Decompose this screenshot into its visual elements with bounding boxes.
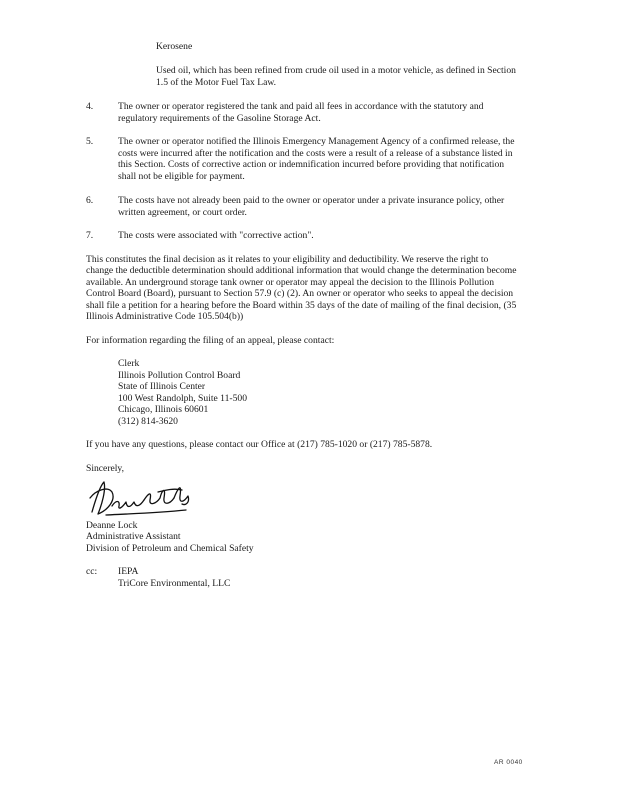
item-text-line: shall not be eligible for payment. bbox=[118, 171, 245, 182]
signature-image bbox=[86, 476, 196, 518]
page-footer-mark: AR 0040 bbox=[494, 759, 523, 766]
address-line: Illinois Pollution Control Board bbox=[118, 370, 241, 381]
item-text-line: regulatory requirements of the Gasoline Storage Act. bbox=[118, 113, 321, 124]
paragraph-line: Control Board (Board), pursuant to Section 57.9 (c) (2). An owner or operator who seeks to appeal the decision bbox=[86, 288, 514, 299]
paragraph-line: Illinois Administrative Code 105.504(b)) bbox=[86, 311, 244, 322]
item-number: 5. bbox=[86, 136, 94, 147]
closing-salutation: Sincerely, bbox=[86, 463, 125, 474]
list-item-kerosene: Kerosene bbox=[156, 41, 193, 52]
item-text-line: The costs were associated with "corrective action". bbox=[118, 230, 314, 241]
item-number: 4. bbox=[86, 101, 94, 112]
item-text-line: written agreement, or court order. bbox=[118, 207, 247, 218]
item-number: 6. bbox=[86, 195, 94, 206]
list-item-used-oil-line-2: 1.5 of the Motor Fuel Tax Law. bbox=[156, 77, 277, 88]
item-text-line: The costs have not already been paid to the owner or operator under a private insurance policy, other bbox=[118, 195, 505, 206]
list-item-used-oil-line-1: Used oil, which has been refined from crude oil used in a motor vehicle, as defined in Section bbox=[156, 65, 516, 76]
cc-label: cc: bbox=[86, 566, 98, 577]
cc-recipient: IEPA bbox=[118, 566, 139, 577]
item-number: 7. bbox=[86, 230, 94, 241]
contact-questions-text: If you have any questions, please contact our Office at (217) 785-1020 or (217) 785-5878. bbox=[86, 439, 433, 450]
address-line: Chicago, Illinois 60601 bbox=[118, 404, 209, 415]
signer-division: Division of Petroleum and Chemical Safety bbox=[86, 543, 254, 554]
cc-recipient: TriCore Environmental, LLC bbox=[118, 578, 231, 589]
item-text-line: The owner or operator registered the tank and paid all fees in accordance with the statutory and bbox=[118, 101, 484, 112]
signer-title: Administrative Assistant bbox=[86, 531, 181, 542]
item-text-line: costs were incurred after the notification and the costs were a result of a release of a substance listed in bbox=[118, 148, 513, 159]
appeal-info-text: For information regarding the filing of an appeal, please contact: bbox=[86, 335, 335, 346]
paragraph-line: This constitutes the final decision as it relates to your eligibility and deductibility. We reserve the right to bbox=[86, 254, 489, 265]
address-line: 100 West Randolph, Suite 11-500 bbox=[118, 393, 248, 404]
address-line: Clerk bbox=[118, 358, 140, 369]
signer-name: Deanne Lock bbox=[86, 520, 138, 531]
paragraph-line: change the deductible determination should additional information that would change the determination become bbox=[86, 265, 517, 276]
paragraph-line: available. An underground storage tank owner or operator may appeal the decision to the Illinois Pollution bbox=[86, 277, 494, 288]
address-line: (312) 814-3620 bbox=[118, 416, 178, 427]
address-line: State of Illinois Center bbox=[118, 381, 206, 392]
item-text-line: this Section. Costs of corrective action or indemnification incurred before providing that notification bbox=[118, 159, 505, 170]
paragraph-line: shall file a petition for a hearing before the Board within 35 days of the date of mailing of the final decision, (35 bbox=[86, 300, 517, 311]
item-text-line: The owner or operator notified the Illinois Emergency Management Agency of a confirmed release, the bbox=[118, 136, 515, 147]
